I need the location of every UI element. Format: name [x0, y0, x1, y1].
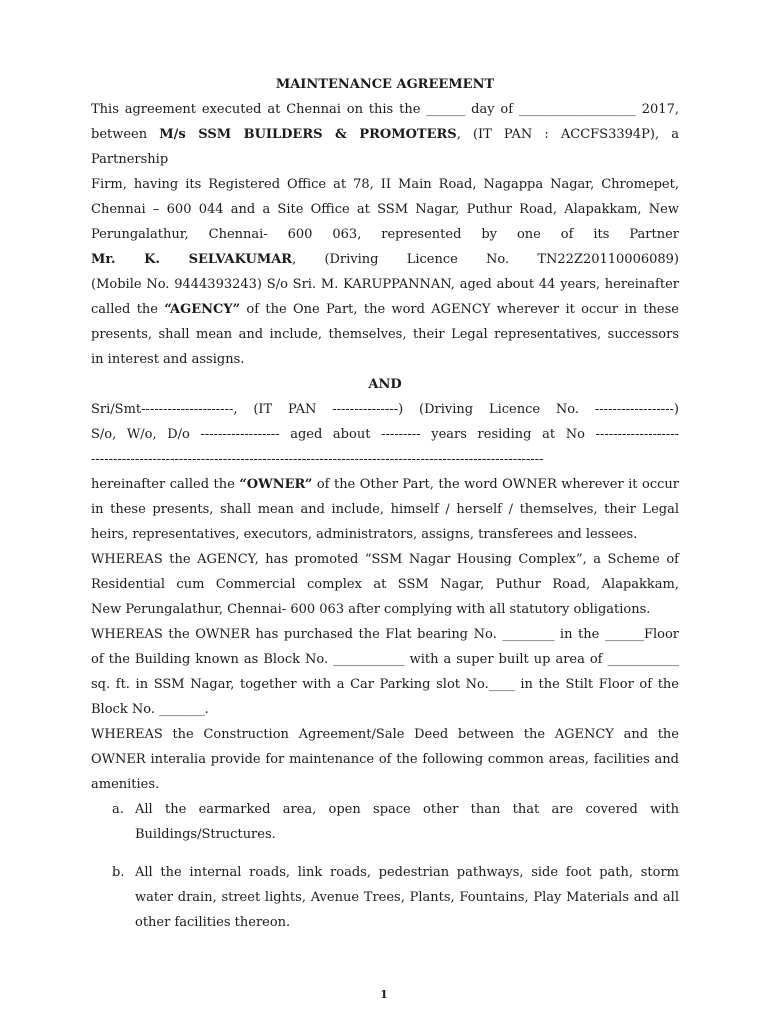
line: Firm, having its Registered Office at 78, II Main Road, Nagappa Nagar, Chromepet, — [91, 177, 679, 192]
agency-term: “AGENCY” — [164, 302, 241, 317]
common-areas-list — [91, 797, 679, 935]
list-item — [91, 797, 679, 847]
line: in interest and assigns. — [91, 352, 245, 367]
line: heirs, representatives, executors, administrators, assigns, transferees and lessees. — [91, 527, 638, 542]
document-body — [91, 72, 679, 948]
owner-term: “OWNER” — [239, 477, 313, 492]
line: Buildings/Structures. — [135, 827, 276, 842]
line: New Perungalathur, Chennai- 600 063 after complying with all statutory obligations. — [91, 602, 651, 617]
line: Block No. _______. — [91, 702, 209, 717]
and-heading: AND — [368, 377, 402, 392]
line: sq. ft. in SSM Nagar, together with a Car Parking slot No.____ in the Stilt Floor of the — [91, 677, 679, 692]
line: S/o, W/o, D/o ------------------ aged about --------- years residing at No ------------------- — [91, 427, 679, 442]
document-title: MAINTENANCE AGREEMENT — [275, 77, 495, 92]
list-marker: b. — [112, 865, 125, 880]
line: Chennai – 600 044 and a Site Office at SSM Nagar, Puthur Road, Alapakkam, New — [91, 202, 679, 217]
page-number: 1 — [380, 988, 388, 1001]
line: Perungalathur, Chennai- 600 063, represented by one of its Partner — [91, 227, 679, 242]
line: amenities. — [91, 777, 160, 792]
line: Residential cum Commercial complex at SSM Nagar, Puthur Road, Alapakkam, — [91, 577, 679, 592]
line: Sri/Smt---------------------, (IT PAN ---------------) (Driving Licence No. ------------------) — [91, 402, 679, 417]
line: water drain, street lights, Avenue Trees, Plants, Fountains, Play Materials and all — [135, 890, 679, 905]
line: This agreement executed at Chennai on this the ______ day of __________________ 2017, — [91, 102, 679, 117]
dashed-line: ------------------------------------------------------------------------------------------------------- — [91, 452, 544, 467]
line: (Mobile No. 9444393243) S/o Sri. M. KARUPPANNAN, aged about 44 years, hereinafter — [91, 277, 679, 292]
line: called the “AGENCY” of the One Part, the word AGENCY wherever it occur in these — [91, 302, 679, 317]
paragraph-whereas-owner — [91, 622, 679, 722]
line: WHEREAS the Construction Agreement/Sale Deed between the AGENCY and the — [91, 727, 679, 742]
paragraph-whereas-agency — [91, 547, 679, 622]
paragraph-agency — [91, 97, 679, 372]
line: WHEREAS the OWNER has purchased the Flat bearing No. ________ in the ______Floor — [91, 627, 679, 642]
agency-name: M/s SSM BUILDERS & PROMOTERS — [159, 127, 457, 142]
line: of the Building known as Block No. ___________ with a super built up area of ___________ — [91, 652, 679, 667]
line: other facilities thereon. — [135, 915, 291, 930]
paragraph-owner — [91, 397, 679, 547]
paragraph-whereas-agreement — [91, 722, 679, 797]
line: All the internal roads, link roads, pedestrian pathways, side foot path, storm — [135, 865, 679, 880]
line: OWNER interalia provide for maintenance of the following common areas, facilities and — [91, 752, 679, 767]
partner-name: Mr. K. SELVAKUMAR — [91, 252, 293, 267]
line: hereinafter called the “OWNER” of the Other Part, the word OWNER wherever it occur — [91, 477, 679, 492]
line: presents, shall mean and include, themselves, their Legal representatives, successors — [91, 327, 679, 342]
line: WHEREAS the AGENCY, has promoted “SSM Nagar Housing Complex”, a Scheme of — [91, 552, 679, 567]
list-marker: a. — [112, 802, 124, 817]
list-item — [91, 860, 679, 935]
line: in these presents, shall mean and include, himself / herself / themselves, their Legal — [91, 502, 679, 517]
line: between M/s SSM BUILDERS & PROMOTERS, (IT PAN : ACCFS3394P), a Partnership — [91, 127, 679, 167]
line: Mr. K. SELVAKUMAR, (Driving Licence No. TN22Z20110006089) — [91, 252, 679, 267]
line: All the earmarked area, open space other than that are covered with — [135, 802, 679, 817]
